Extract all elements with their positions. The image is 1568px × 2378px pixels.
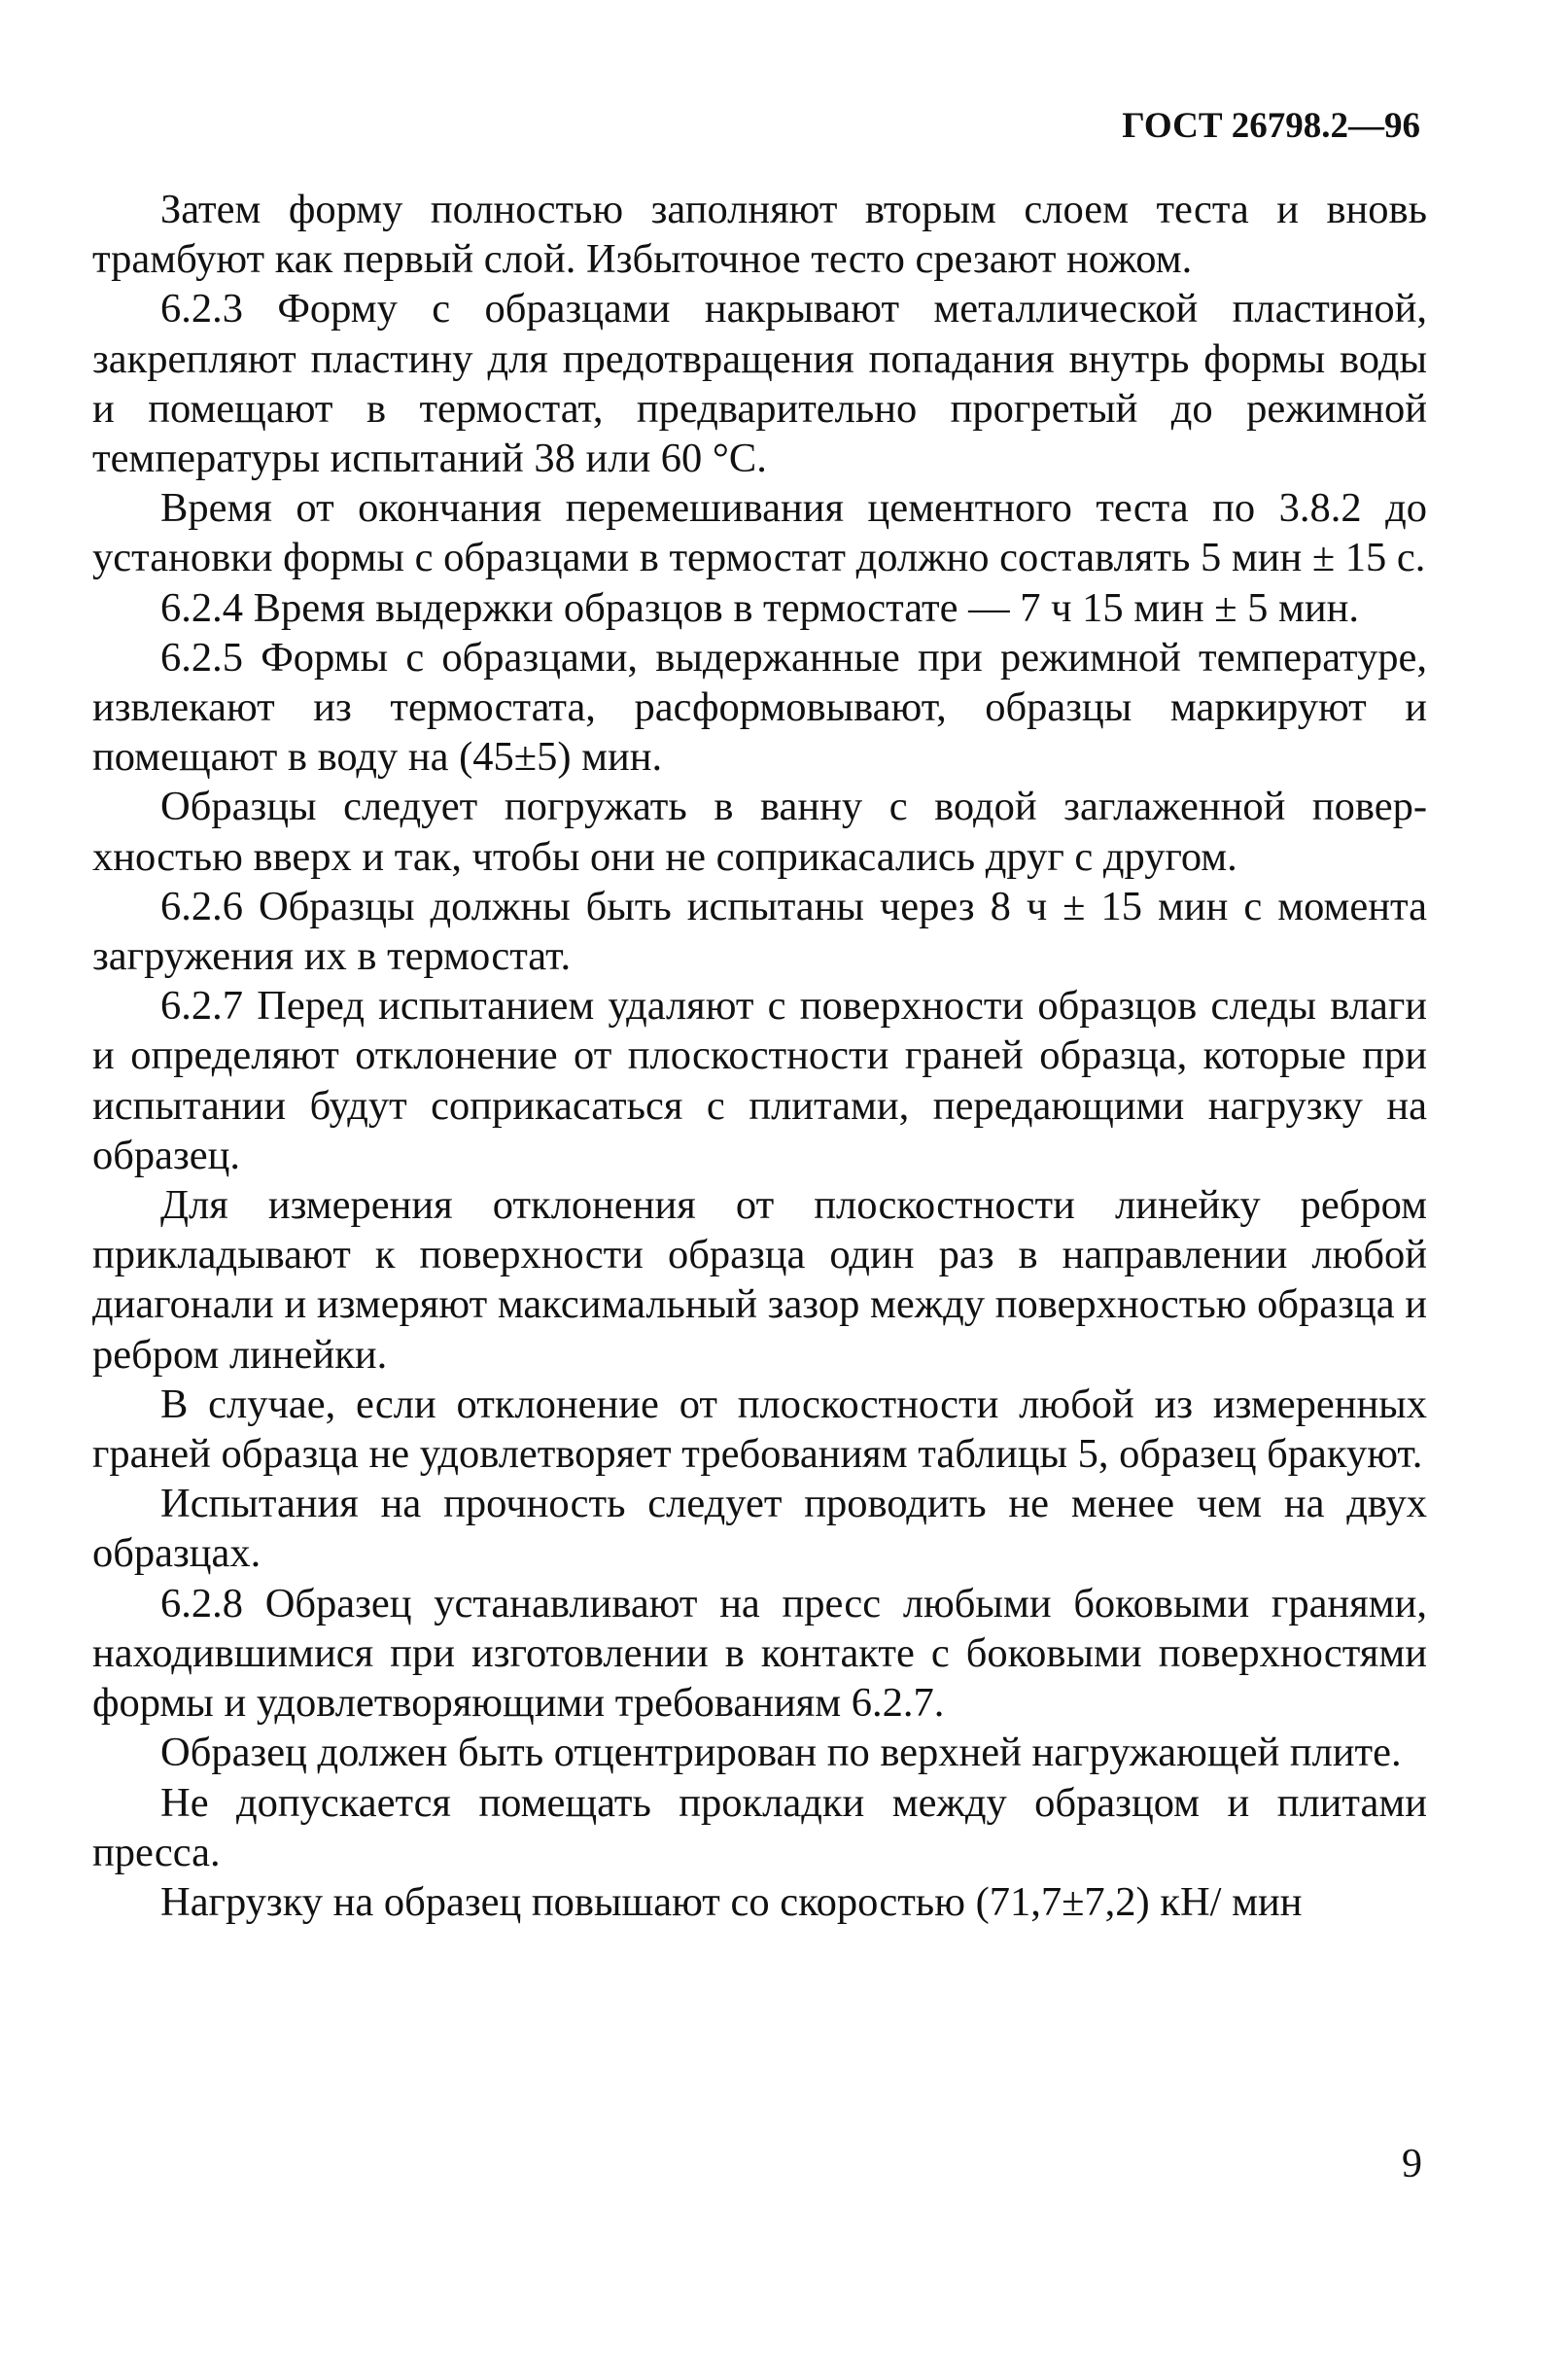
document-body <box>92 185 1427 1927</box>
paragraph: 6.2.5 Формы с образцами, выдержанные при режимной температуре, извлекают из термостата, расформовывают, образцы маркируют и помещают в воду на (45±5) мин. <box>92 634 1427 781</box>
paragraph: Образец должен быть отцентрирован по верхней нагружающей плите. <box>160 1730 1402 1776</box>
document-header: ГОСТ 26798.2—96 <box>1122 106 1420 146</box>
paragraph: 6.2.8 Образец устанавливают на пресс любыми боковыми гранями, находившимися при изготовлении в контакте с боковыми поверхностями формы и удовлетворяющими требованиям 6.2.7. <box>92 1580 1427 1727</box>
paragraph: Для измерения отклонения от плоскостности линейку ребром прикладывают к поверхности образца один раз в направлении любой диагонали и измеряют максимальный зазор между поверхностью образца и ребром линейки. <box>92 1182 1427 1378</box>
paragraph: Нагрузку на образец повышают со скоростью (71,7±7,2) кН/ мин <box>160 1878 1303 1925</box>
paragraph: 6.2.3 Форму с образцами накрывают металлической пластиной, закрепляют пластину для предотвращения попадания внутрь формы воды и помещают в термостат, предварительно прогретый до режимной температуры испытаний 38 или 60 °С. <box>92 286 1427 482</box>
paragraph: Образцы следует погружать в ванну с водой заглаженной поверхностью вверх и так, чтобы они не соприкасались друг с другом. <box>92 784 1427 880</box>
page-number: 9 <box>1402 2142 1422 2186</box>
paragraph: Затем форму полностью заполняют вторым слоем теста и вновь трамбуют как первый слой. Избыточное тесто срезают ножом. <box>92 187 1427 283</box>
paragraph: Не допускается помещать прокладки между образцом и плитами пресса. <box>92 1779 1427 1875</box>
paragraph: Время от окончания перемешивания цементного теста по 3.8.2 до установки формы с образцами в термостат должно составлять 5 мин ± 15 с. <box>92 485 1427 581</box>
paragraph: 6.2.6 Образцы должны быть испытаны через 8 ч ± 15 мин с момента загружения их в термостат. <box>92 883 1427 980</box>
paragraph: В случае, если отклонение от плоскостности любой из измеренных граней образца не удовлетворяет требованиям таблицы 5, образец бракуют. <box>92 1381 1427 1478</box>
paragraph: Испытания на прочность следует проводить не менее чем на двух образцах. <box>92 1481 1427 1577</box>
paragraph: 6.2.7 Перед испытанием удаляют с поверхности образцов следы влаги и определяют отклонение от плоскостности граней образца, которые при испытании будут соприкасаться с плитами, передающими нагрузку на образец. <box>92 983 1427 1178</box>
paragraph: 6.2.4 Время выдержки образцов в термостате — 7 ч 15 мин ± 5 мин. <box>160 584 1360 631</box>
